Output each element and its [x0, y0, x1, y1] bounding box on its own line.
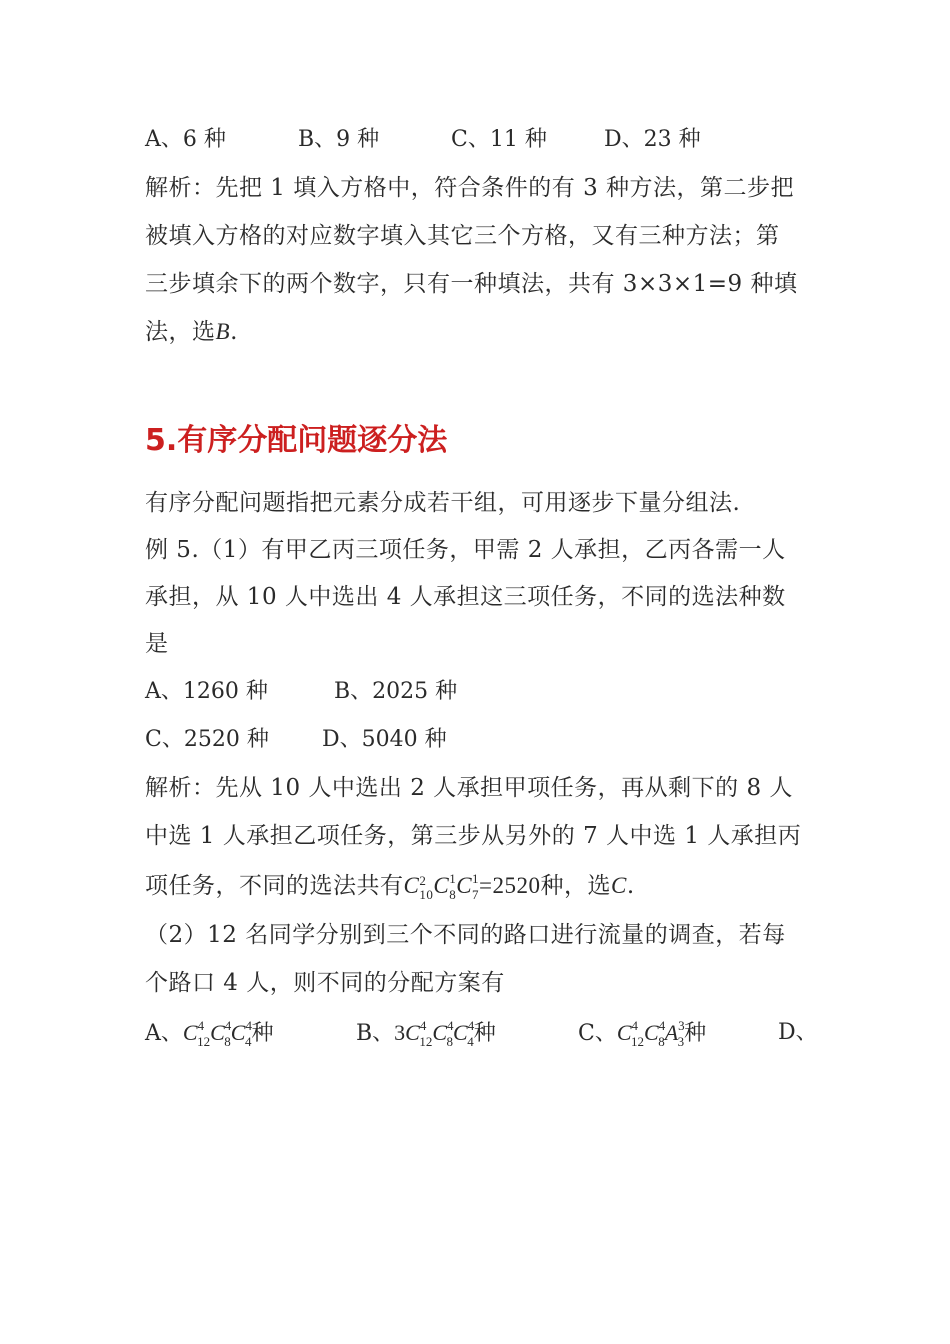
- combination-formula: $C^2_{10}C^1_8C^1_7=2520$: [403, 871, 541, 902]
- example1-option-b: B、2025 种: [334, 679, 458, 704]
- analysis1-line2: 被填入方格的对应数字填入其它三个方格，又有三种方法；第: [145, 223, 780, 249]
- example2-option-d: D、: [778, 1020, 818, 1045]
- analysis2-line2: 中选 1 人承担乙项任务，第三步从另外的 7 人中选 1 人承担丙: [145, 823, 802, 849]
- option-c: C、11 种: [451, 127, 547, 152]
- example2-option-c: C、$C^4_{12}C^4_8A^3_3$种: [578, 1018, 707, 1049]
- analysis1-line4: [145, 317, 238, 347]
- example1-line2: 承担，从 10 人中选出 4 人承担这三项任务，不同的选法种数: [145, 584, 786, 610]
- section-title: 5.有序分配问题逐分法: [145, 423, 448, 458]
- analysis2-line1: 解析：先从 10 人中选出 2 人承担甲项任务，再从剩下的 8 人: [145, 775, 793, 801]
- analysis1-answer: B: [215, 319, 231, 344]
- example1-line1: 例 5.（1）有甲乙丙三项任务，甲需 2 人承担，乙丙各需一人: [145, 537, 786, 563]
- example1-line3: 是: [145, 631, 169, 657]
- analysis2-line3: [145, 871, 635, 904]
- analysis2-answer: C: [611, 873, 627, 898]
- option-a: A、6 种: [145, 127, 226, 152]
- analysis1-line4-prefix: 法，选: [145, 319, 216, 345]
- example2-line2: 个路口 4 人，则不同的分配方案有: [145, 970, 505, 996]
- analysis2-line3-prefix: 项任务，不同的选法共有: [145, 873, 404, 899]
- example1-option-c: C、2520 种: [145, 727, 269, 752]
- example2-option-b: B、$3C^4_{12}C^4_8C^4_4$种: [356, 1018, 496, 1049]
- analysis1-line3: 三步填余下的两个数字，只有一种填法，共有 3×3×1=9 种填: [145, 271, 798, 297]
- intro-text: 有序分配问题指把元素分成若干组，可用逐步下量分组法.: [145, 490, 741, 516]
- example2-option-a: A、$C^4_{12}C^4_8C^4_4$种: [145, 1018, 274, 1049]
- example1-option-a: A、1260 种: [145, 679, 268, 704]
- example1-option-d: D、5040 种: [322, 727, 447, 752]
- analysis2-line3-mid: 种，选: [540, 873, 612, 899]
- option-d: D、23 种: [604, 127, 701, 152]
- analysis1-line4-suffix: .: [230, 319, 238, 345]
- analysis1-line1: 解析：先把 1 填入方格中，符合条件的有 3 种方法，第二步把: [145, 175, 795, 201]
- example2-line1: （2）12 名同学分别到三个不同的路口进行流量的调查，若每: [145, 922, 786, 948]
- option-b: B、9 种: [298, 127, 380, 152]
- analysis2-line3-suffix: .: [626, 873, 635, 899]
